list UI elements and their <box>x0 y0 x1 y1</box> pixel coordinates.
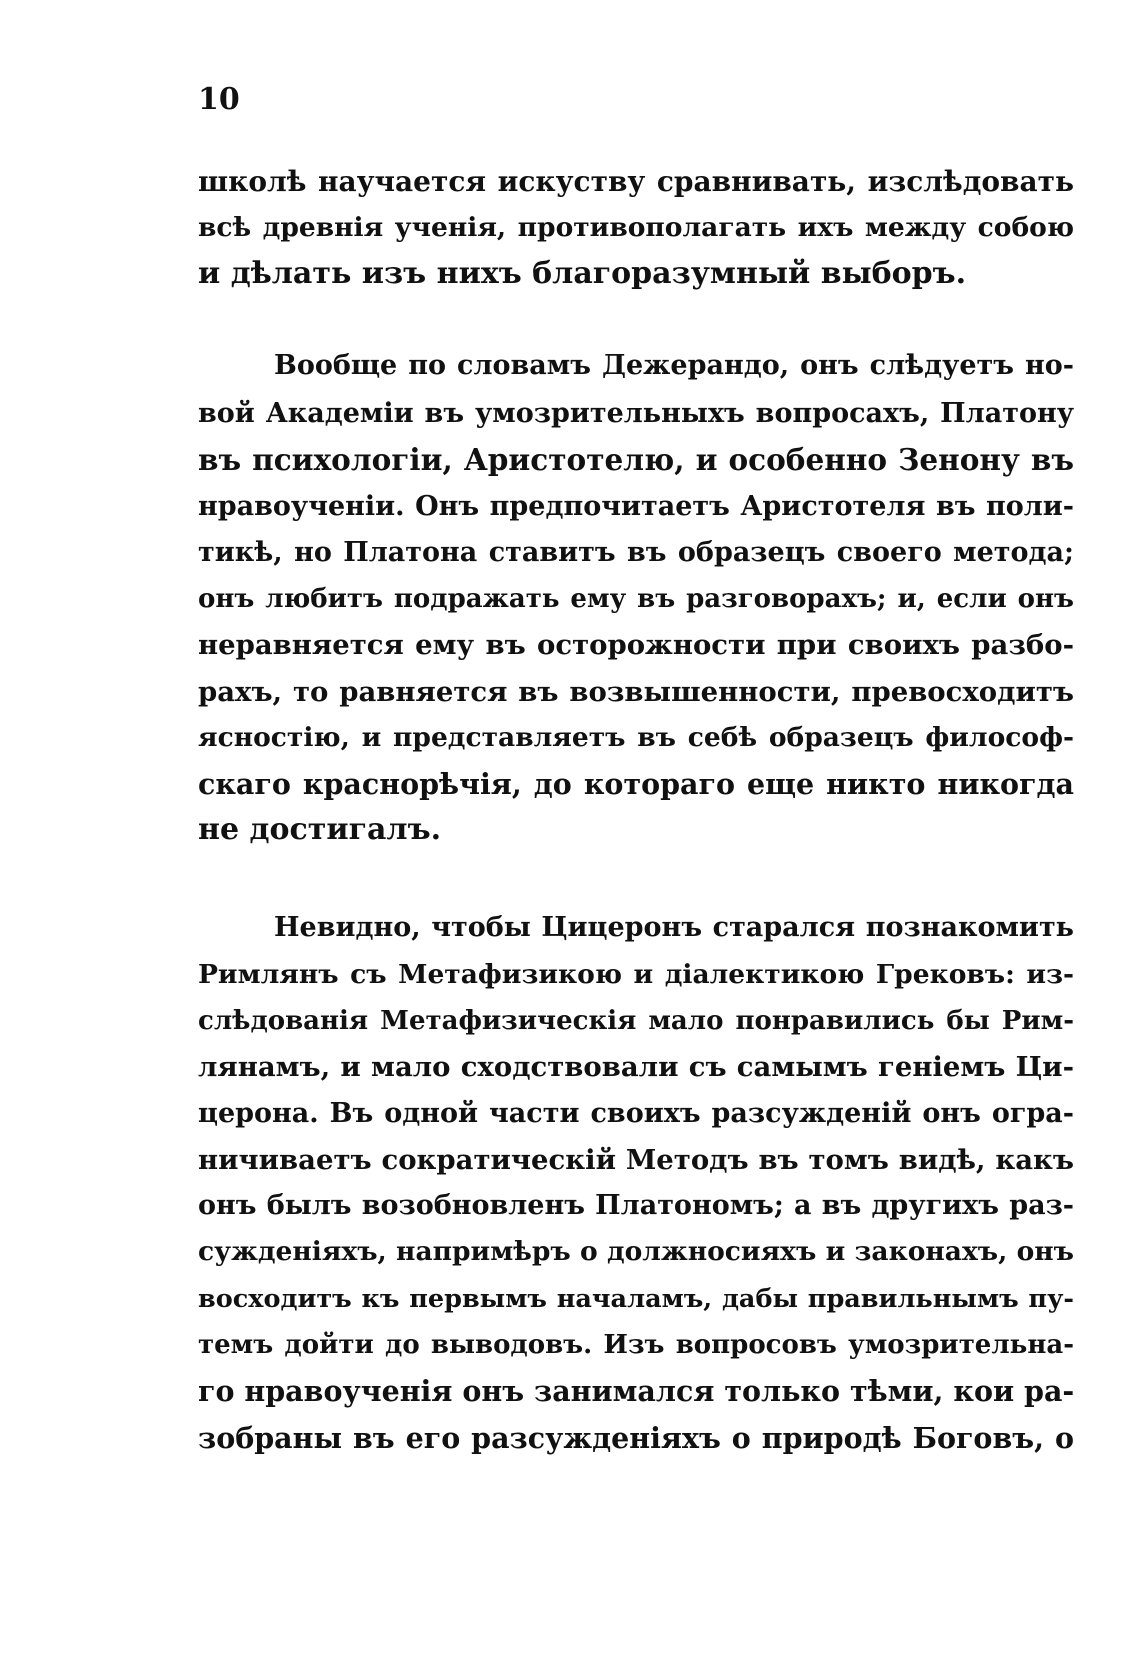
text-line: нравоученіи. Онъ предпочитаетъ Аристотеля въ поли- <box>198 491 1074 522</box>
text-line: неравняется ему въ осторожности при своихъ разбо- <box>198 629 1074 661</box>
text-line: тикѣ, но Платона ставитъ въ образецъ своего метода; <box>198 537 1074 568</box>
text-line: въ психологіи, Аристотелю, и особенно Зенону въ <box>198 442 1074 477</box>
text-line: Римлянъ съ Метафизикою и діалектикою Грековъ: из- <box>198 959 1074 990</box>
text-line: Вообще по словамъ Дежерандо, онъ слѣдуетъ но- <box>274 350 1074 381</box>
text-line: и дѣлать изъ нихъ благоразумный выборъ. <box>198 256 967 291</box>
text-line: онъ былъ возобновленъ Платономъ; а въ другихъ раз- <box>198 1190 1074 1221</box>
text-line: не достигалъ. <box>198 812 442 847</box>
text-line: восходитъ къ первымъ началамъ, дабы правильнымъ пу- <box>198 1284 1074 1314</box>
text-line: рахъ, то равняется въ возвышенности, превосходитъ <box>198 676 1074 708</box>
text-line: онъ любитъ подражать ему въ разговорахъ; и, если онъ <box>198 584 1074 614</box>
text-line: Невидно, чтобы Цицеронъ старался познакомить <box>274 912 1074 943</box>
text-line: ничиваетъ сократическій Методъ въ томъ видѣ, какъ <box>198 1144 1074 1176</box>
text-line: ясностію, и представляетъ въ себѣ образецъ философ- <box>198 722 1074 753</box>
text-line: темъ дойти до выводовъ. Изъ вопросовъ умозрительна- <box>198 1330 1074 1360</box>
page-number: 10 <box>198 82 240 117</box>
text-line: лянамъ, и мало сходствовали съ самымъ геніемъ Ци- <box>198 1051 1074 1083</box>
text-line: скаго краснорѣчія, до котораго еще никто никогда <box>198 767 1074 801</box>
text-line: всѣ древнія ученія, противополагать ихъ между собою <box>198 212 1074 243</box>
text-line: школѣ научается искуству сравнивать, изслѣдовать <box>198 165 1074 198</box>
text-line: вой Академіи въ умозрительныхъ вопросахъ, Платону <box>198 398 1074 429</box>
text-line: церона. Въ одной части своихъ разсужденій онъ огра- <box>198 1098 1074 1129</box>
text-line: го нравоученія онъ занимался только тѣми, кои ра- <box>198 1374 1075 1408</box>
text-line: слѣдованія Метафизическія мало понравились бы Рим- <box>198 1006 1074 1036</box>
text-line: зобраны въ его разсужденіяхъ о природѣ Боговъ, о <box>198 1421 1074 1455</box>
text-line: сужденіяхъ, напримѣръ о должносияхъ и законахъ, онъ <box>198 1236 1074 1267</box>
